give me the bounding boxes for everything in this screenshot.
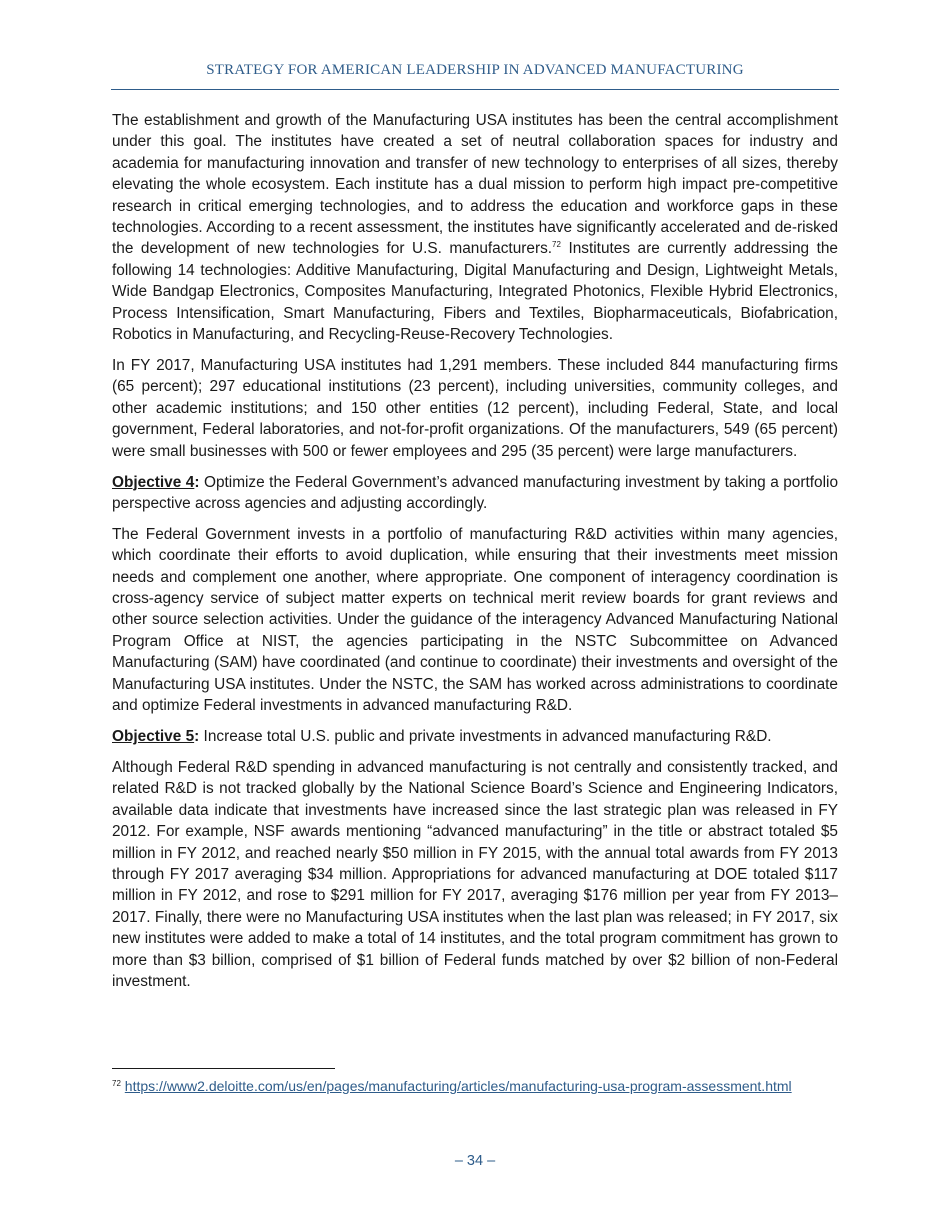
paragraph-membership: In FY 2017, Manufacturing USA institutes had 1,291 members. These included 844 manufacturing firms (65 percent); 297 educational institutions (23 percent), including universities, community colleges, and other academic institutions; and 150 other entities (12 percent), including Federal, State, and local government, Federal laboratories, and not-for-profit organizations. Of the manufacturers, 549 (65 percent) were small businesses with 500 or fewer employees and 295 (35 percent) were large manufacturers. [112,356,838,460]
paragraph-institutes-text: The establishment and growth of the Manufacturing USA institutes has been the central accomplishment under this goal. The institutes have created a set of neutral collaboration spaces for industry and academia for manufacturing innovation and transfer of new technology to enterprises of all sizes, thereby elevating the whole ecosystem. Each institute has a dual mission to perform high impact pre-competitive research in critical emerging technologies, and to address the education and workforce gaps in these technologies. According to a recent assessment, the institutes have significantly accelerated and de-risked the development of new technologies for U.S. manufacturers. [112,112,838,258]
header-divider [111,89,839,90]
running-header: STRATEGY FOR AMERICAN LEADERSHIP IN ADVANCED MANUFACTURING [206,62,744,78]
objective-5-text: Increase total U.S. public and private investments in advanced manufacturing R&D. [199,727,772,745]
objective-4-label: Objective 4 [112,473,195,491]
footnote [112,1076,838,1097]
footnote-link[interactable]: https://www2.deloitte.com/us/en/pages/manufacturing/articles/manufacturing-usa-program-assessment.html [124,1078,792,1094]
objective-5: Objective 5: Increase total U.S. public and private investments in advanced manufacturing R&D. [112,727,772,745]
page-number: – 34 – [454,1153,496,1169]
paragraph-portfolio: The Federal Government invests in a portfolio of manufacturing R&D activities within many agencies, which coordinate their efforts to avoid duplication, while ensuring that their investments meet mission needs and complement one another, where appropriate. One component of interagency coordination is cross-agency service of subject matter experts on technical merit review boards for grant reviews and other source selection activities. Under the guidance of the interagency Advanced Manufacturing National Program Office at NIST, the agencies participating in the NSTC Subcommittee on Advanced Manufacturing (SAM) have coordinated (and continue to coordinate) their investments and oversight of the Manufacturing USA institutes. Under the NSTC, the SAM has worked across administrations to coordinate and optimize Federal investments in advanced manufacturing R&D. [112,525,838,715]
paragraph-investments: Although Federal R&D spending in advanced manufacturing is not centrally and consistently tracked, and related R&D is not tracked globally by the National Science Board’s Science and Engineering Indicators, available data indicate that investments have increased since the last strategic plan was released in FY 2012. For example, NSF awards mentioning “advanced manufacturing” in the title or abstract totaled $5 million in FY 2012, and reached nearly $50 million in FY 2015, with the annual total awards from FY 2013 through FY 2017 averaging $34 million. Appropriations for advanced manufacturing at DOE totaled $117 million in FY 2012, and rose to $291 million for FY 2017, averaging $176 million per year from FY 2013–2017. Finally, there were no Manufacturing USA institutes when the last plan was released; in FY 2017, six new institutes were added to make a total of 14 institutes, and the total program commitment has grown to more than $3 billion, comprised of $1 billion of Federal funds matched by over $2 billion of non-Federal investment. [112,758,838,990]
paragraph-institutes [112,110,838,345]
footnote-number: 72 [112,1079,121,1088]
footnote-reference[interactable]: 72 [552,240,561,250]
footnote-divider [112,1068,335,1069]
objective-4: Objective 4: Optimize the Federal Government’s advanced manufacturing investment by taking a portfolio perspective across agencies and adjusting accordingly. [112,473,838,512]
objective-5-label: Objective 5 [112,727,195,745]
main-content [112,110,838,1002]
paragraph-institutes-tail: Institutes are currently addressing the following 14 technologies: Additive Manufacturing, Digital Manufacturing and Design, Lightweight Metals, Wide Bandgap Electronics, Composites Manufacturing, Integrated Photonics, Flexible Hybrid Electronics, Process Intensification, Smart Manufacturing, Fibers and Textiles, Biopharmaceuticals, Biofabrication, Robotics in Manufacturing, and Recycling-Reuse-Recovery Technologies. [112,240,838,344]
objective-4-text: Optimize the Federal Government’s advanced manufacturing investment by taking a portfolio perspective across agencies and adjusting accordingly. [112,473,838,512]
